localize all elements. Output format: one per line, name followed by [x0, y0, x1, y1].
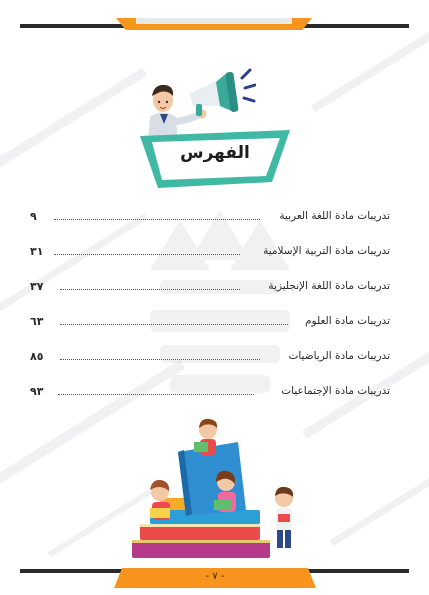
toc-entry[interactable] [30, 385, 390, 401]
toc-entry[interactable] [30, 350, 390, 366]
toc-page-number: ٦٣ [30, 315, 44, 328]
toc-entry[interactable] [30, 280, 390, 296]
toc-page-number: ٩٣ [30, 385, 44, 398]
toc-leader-dots [54, 254, 240, 255]
toc-entry-label: تدريبات مادة العلوم [305, 315, 390, 327]
toc-leader-dots [60, 289, 240, 290]
watermark-logo [120, 200, 320, 410]
header-accent [116, 18, 312, 30]
toc-entry-label: تدريبات مادة اللغة العربية [279, 210, 390, 222]
children-books-illustration [128, 412, 303, 562]
page-title: الفهرس [180, 143, 250, 163]
page-number: - ٧ - [205, 571, 225, 582]
toc-entry[interactable] [30, 245, 390, 261]
toc-entry-label: تدريبات مادة اللغة الإنجليزية [268, 280, 390, 292]
toc-page-number: ٩ [30, 210, 37, 223]
toc-entry-label: تدريبات مادة الرياضيات [288, 350, 390, 362]
toc-leader-dots [60, 359, 260, 360]
toc-leader-dots [54, 219, 260, 220]
background-streak [311, 16, 429, 113]
megaphone-icon [184, 64, 256, 126]
toc-leader-dots [60, 324, 288, 325]
toc-leader-dots [58, 394, 254, 395]
toc-page-number: ٣١ [30, 245, 44, 258]
toc-entry[interactable] [30, 210, 390, 226]
toc-entry-label: تدريبات مادة التربية الإسلامية [263, 245, 390, 257]
background-streak [0, 68, 147, 182]
toc-entry[interactable] [30, 315, 390, 331]
toc-page-number: ٨٥ [30, 350, 44, 363]
background-streak [330, 461, 429, 546]
toc-page-number: ٣٧ [30, 280, 44, 293]
toc-entry-label: تدريبات مادة الإجتماعيات [281, 385, 390, 397]
